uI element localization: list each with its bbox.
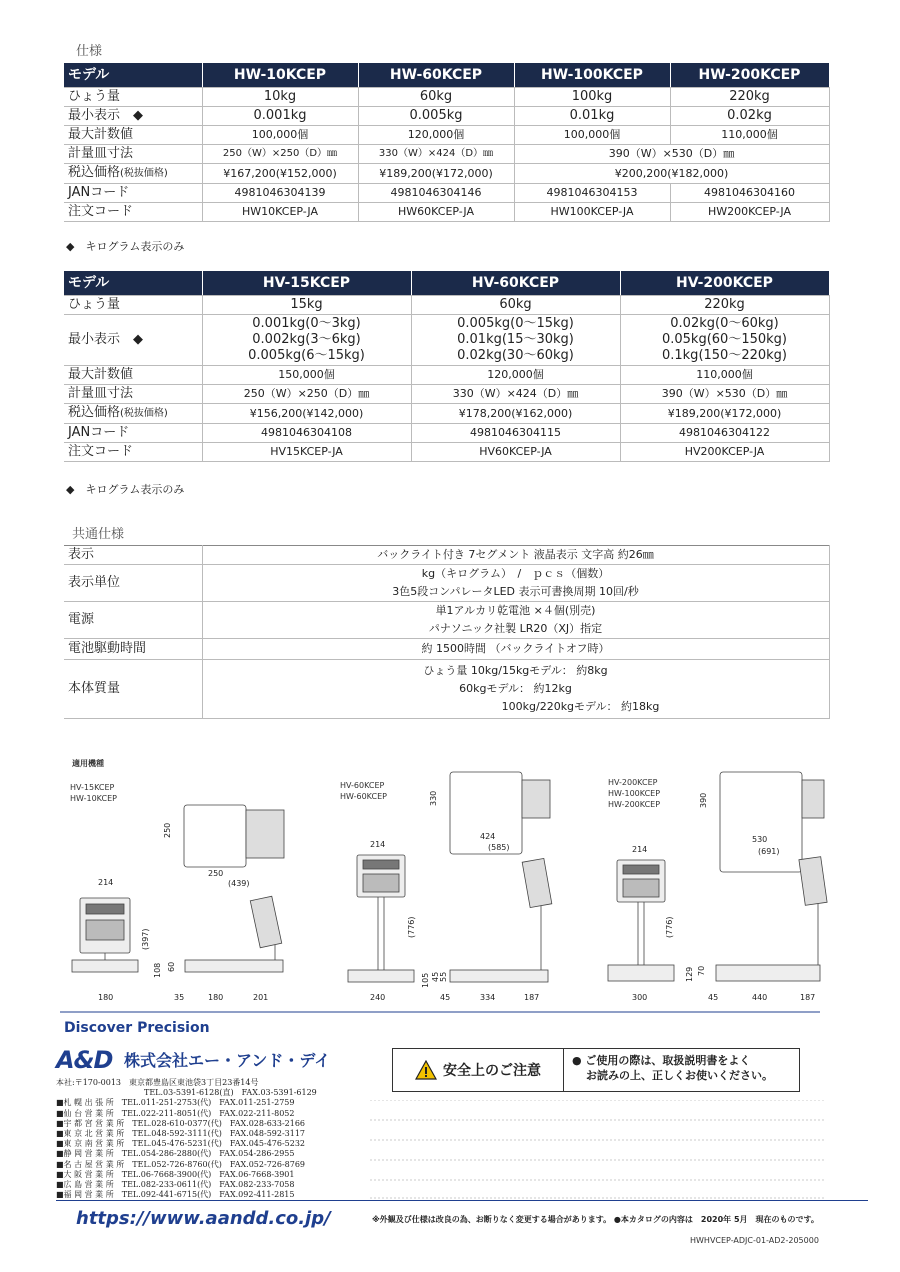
cell: HW60KCEP-JA (358, 203, 514, 222)
cell: HW200KCEP-JA (670, 203, 829, 222)
dim-text: 60 (167, 961, 176, 972)
hq-address: 本社:〒170-0013 東京都豊島区東池袋3丁目23番14号 (56, 1078, 259, 1087)
dim-text: 108 (153, 962, 162, 978)
common-row-display (64, 546, 829, 565)
dim-text: (776) (665, 916, 674, 938)
cell (202, 602, 829, 639)
hv-price-row (64, 404, 829, 424)
pan-top-view-2 (450, 772, 522, 854)
hv-max-count-row (64, 366, 829, 385)
cell: ¥178,200(¥162,000) (411, 404, 620, 424)
line: ひょう量 10kg/15kgモデル： 約8kg (423, 664, 608, 677)
dim-text: 440 (752, 993, 768, 1002)
price-label: 税込価格 (68, 405, 121, 420)
cell: 4981046304122 (620, 424, 829, 443)
dim-text: 250 (163, 822, 172, 838)
dimension-drawings (0, 760, 900, 1015)
office-item: ■福 岡 営 業 所 TEL.092-441-6715(代) FAX.092-411-2815 (56, 1190, 295, 1200)
row-label: 最小表示 ◆ (64, 315, 202, 366)
cell: バックライト付き 7セグメント 液晶表示 文字高 約26㎜ (202, 546, 829, 565)
row-label: 電池駆動時間 (64, 639, 202, 660)
row-label: ひょう量 (64, 88, 202, 107)
dim-text: 300 (632, 993, 648, 1002)
price-label-small: (税抜価格) (120, 168, 168, 179)
model-name: HW-60KCEP (340, 792, 387, 801)
hv-min-display-row (64, 315, 829, 366)
cell (411, 315, 620, 366)
cell: 0.005kg (358, 107, 514, 126)
cell: 110,000個 (620, 366, 829, 385)
cell: HV15KCEP-JA (202, 443, 411, 462)
model-name: HW-200KCEP (608, 800, 661, 809)
cell: 4981046304108 (202, 424, 411, 443)
cell: 4981046304160 (670, 184, 829, 203)
dim-text: 214 (632, 845, 648, 854)
range-line: 0.005kg(0～15kg) (457, 316, 574, 331)
hv-order-row (64, 443, 829, 462)
common-row-weight (64, 660, 829, 719)
office-list (56, 1078, 356, 1200)
hw-note: ◆ キログラム表示のみ (66, 240, 185, 253)
cell: 100,000個 (514, 126, 670, 145)
hw-jan-row (64, 184, 829, 203)
cell: 4981046304153 (514, 184, 670, 203)
row-label: 表示単位 (64, 565, 202, 602)
common-row-battery (64, 639, 829, 660)
indicator-top-1 (246, 810, 284, 858)
dim-text: (776) (407, 916, 416, 938)
hq-tel: TEL.03-5391-6128(直) FAX.03-5391-6129 (144, 1088, 317, 1098)
cell (202, 315, 411, 366)
dim-text: 201 (253, 993, 269, 1002)
safety-text (564, 1049, 799, 1091)
drawings-title: 適用機種 (72, 759, 104, 768)
row-label: 注文コード (64, 203, 202, 222)
spec-section-title: 仕様 (76, 44, 103, 59)
header-model: モデル (64, 271, 202, 296)
cell: 120,000個 (358, 126, 514, 145)
office-item: ■東 京 北 営 業 所 TEL.048-592-3111(代) FAX.048-592-3117 (56, 1129, 306, 1139)
cell: ¥200,200(¥182,000) (514, 164, 829, 184)
row-label: 表示 (64, 546, 202, 565)
header-hw-60: HW-60KCEP (358, 63, 514, 88)
dim-text: 390 (699, 792, 708, 808)
cell: HV200KCEP-JA (620, 443, 829, 462)
row-label: 電源 (64, 602, 202, 639)
company-logo: A&D (56, 1046, 113, 1074)
footer-rule (56, 1200, 868, 1201)
dim-text: (397) (141, 928, 150, 950)
office-item: ■広 島 営 業 所 TEL.082-233-0611(代) FAX.082-233-7058 (56, 1180, 295, 1190)
hv-capacity-row (64, 296, 829, 315)
safety-notice-box (392, 1048, 800, 1092)
cell: 330（W）×424（D）㎜ (411, 385, 620, 404)
cell: 220kg (670, 88, 829, 107)
cell: 150,000個 (202, 366, 411, 385)
memo-lines (370, 1100, 830, 1200)
dim-text: 330 (429, 790, 438, 806)
dim-text: 187 (524, 993, 540, 1002)
common-row-power (64, 602, 829, 639)
hv-note: ◆ キログラム表示のみ (66, 483, 185, 496)
cell (620, 315, 829, 366)
cell: ¥189,200(¥172,000) (358, 164, 514, 184)
dim-text: 187 (800, 993, 816, 1002)
line: パナソニック社製 LR20（XJ）指定 (428, 622, 603, 635)
dim-text: (691) (758, 847, 780, 856)
website-link[interactable]: https://www.aandd.co.jp/ (76, 1208, 331, 1229)
hw-order-row (64, 203, 829, 222)
dim-text: 334 (480, 993, 496, 1002)
cell: ¥167,200(¥152,000) (202, 164, 358, 184)
indicator-side-1 (250, 896, 281, 948)
office-item: ■東 京 南 営 業 所 TEL.045-476-5231(代) FAX.045-476-5232 (56, 1139, 306, 1149)
row-label: 計量皿寸法 (64, 385, 202, 404)
dim-text: 250 (208, 869, 224, 878)
safety-line: ● ご使用の際は、取扱説明書をよく (572, 1054, 751, 1067)
hv-jan-row (64, 424, 829, 443)
row-label: 計量皿寸法 (64, 145, 202, 164)
hw-spec-table (64, 63, 830, 222)
range-line: 0.02kg(0～60kg) (670, 316, 779, 331)
catalog-code: HWHVCEP-ADJC-01-AD2-205000 (690, 1236, 819, 1245)
header-hw-10: HW-10KCEP (202, 63, 358, 88)
cell: 4981046304139 (202, 184, 358, 203)
dim-text: 530 (752, 835, 768, 844)
dim-text: 180 (98, 993, 114, 1002)
hw-capacity-row (64, 88, 829, 107)
office-item: ■名 古 屋 営 業 所 TEL.052-726-8760(代) FAX.052-726-8769 (56, 1159, 306, 1169)
cell: HW100KCEP-JA (514, 203, 670, 222)
row-label: 最大計数値 (64, 126, 202, 145)
cell: 100kg (514, 88, 670, 107)
cell: 110,000個 (670, 126, 829, 145)
price-label: 税込価格 (68, 165, 121, 180)
hv-pan-row (64, 385, 829, 404)
cell: HW10KCEP-JA (202, 203, 358, 222)
dim-text: 214 (370, 840, 386, 849)
common-row-units (64, 565, 829, 602)
model-name: HW-10KCEP (70, 794, 117, 803)
dim-text: 55 (439, 971, 448, 982)
dim-text: 45 (440, 993, 451, 1002)
header-hv-60: HV-60KCEP (411, 271, 620, 296)
price-label-small: (税抜価格) (120, 408, 168, 419)
header-model: モデル (64, 63, 202, 88)
dim-text: (585) (488, 843, 510, 852)
cell (202, 660, 829, 719)
hw-min-display-row (64, 107, 829, 126)
cell: 330（W）×424（D）㎜ (358, 145, 514, 164)
range-line: 0.005kg(6～15kg) (248, 348, 365, 363)
cell: 4981046304115 (411, 424, 620, 443)
header-hv-15: HV-15KCEP (202, 271, 411, 296)
line: 単1アルカリ乾電池 ×４個(別売) (435, 604, 596, 617)
row-label: 本体質量 (64, 660, 202, 719)
dim-text: 129 (685, 966, 694, 982)
range-line: 0.002kg(3～6kg) (252, 332, 361, 347)
model-name: HV-60KCEP (340, 781, 385, 790)
dim-text: 45 (431, 971, 440, 982)
cell: 60kg (411, 296, 620, 315)
pan-top-view-1 (184, 805, 246, 867)
model-name: HV-15KCEP (70, 783, 115, 792)
cell: ¥189,200(¥172,000) (620, 404, 829, 424)
cell: 0.001kg (202, 107, 358, 126)
cell (202, 565, 829, 602)
line: 3色5段コンパレータLED 表示可書換周期 10回/秒 (392, 585, 639, 598)
cell: 390（W）×530（D）㎜ (514, 145, 829, 164)
range-line: 0.05kg(60～150kg) (661, 332, 787, 347)
row-label: JANコード (64, 184, 202, 203)
common-section-title: 共通仕様 (72, 527, 125, 542)
side-base-1 (185, 960, 283, 972)
safety-title: 安全上のご注意 (443, 1063, 541, 1079)
model-name: HW-100KCEP (608, 789, 661, 798)
row-label: ひょう量 (64, 296, 202, 315)
cell: 390（W）×530（D）㎜ (620, 385, 829, 404)
dim-text: 214 (98, 878, 114, 887)
dim-text: 240 (370, 993, 386, 1002)
row-label: 最小表示 ◆ (64, 107, 202, 126)
cell: 約 1500時間 （バックライトオフ時） (202, 639, 829, 660)
cell: ¥156,200(¥142,000) (202, 404, 411, 424)
dim-text: 105 (421, 972, 430, 988)
range-line: 0.001kg(0～3kg) (252, 316, 361, 331)
cell: HV60KCEP-JA (411, 443, 620, 462)
cell: 0.01kg (514, 107, 670, 126)
dim-text: 180 (208, 993, 224, 1002)
hv-spec-table (64, 271, 830, 462)
disclaimer: ※外観及び仕様は改良の為、お断りなく変更する場合があります。 ●本カタログの内容は 2020年 5月 現在のものです。 (372, 1215, 819, 1224)
dim-text: 45 (708, 993, 719, 1002)
hw-header-row (64, 63, 829, 88)
office-item: ■宇 都 宮 営 業 所 TEL.028-610-0377(代) FAX.028-633-2166 (56, 1118, 306, 1128)
cell: 4981046304146 (358, 184, 514, 203)
range-line: 0.1kg(150～220kg) (661, 348, 787, 363)
cell: 250（W）×250（D）㎜ (202, 385, 411, 404)
cell: 100,000個 (202, 126, 358, 145)
company-name: 株式会社エー・アンド・デイ (124, 1051, 331, 1070)
dim-text: 70 (697, 965, 706, 976)
side-base-2 (450, 970, 548, 982)
cell: 10kg (202, 88, 358, 107)
office-item: ■静 岡 営 業 所 TEL.054-286-2880(代) FAX.054-286-2955 (56, 1149, 295, 1159)
line: kg（キログラム） / ｐｃｓ（個数） (421, 567, 610, 580)
range-line: 0.02kg(30～60kg) (457, 348, 574, 363)
row-label: 注文コード (64, 443, 202, 462)
model-name: HV-200KCEP (608, 778, 658, 787)
dim-text: 35 (174, 993, 185, 1002)
safety-line: お読みの上、正しくお使いください。 (586, 1069, 773, 1082)
header-hw-200: HW-200KCEP (670, 63, 829, 88)
row-label: 最大計数値 (64, 366, 202, 385)
tagline: Discover Precision (64, 1020, 210, 1036)
cell: 60kg (358, 88, 514, 107)
hw-pan-row (64, 145, 829, 164)
row-label (64, 164, 202, 184)
hw-max-count-row (64, 126, 829, 145)
hw-price-row (64, 164, 829, 184)
office-item: ■大 阪 営 業 所 TEL.06-7668-3900(代) FAX.06-7668-3901 (56, 1169, 295, 1179)
range-line: 0.01kg(15～30kg) (457, 332, 574, 347)
common-spec-table (64, 545, 830, 719)
line: 60kgモデル： 約12kg (459, 682, 572, 695)
side-base-3 (716, 965, 820, 981)
cell: 0.02kg (670, 107, 829, 126)
hv-header-row (64, 271, 829, 296)
cell: 120,000個 (411, 366, 620, 385)
header-hw-100: HW-100KCEP (514, 63, 670, 88)
cell: 220kg (620, 296, 829, 315)
row-label (64, 404, 202, 424)
office-item: ■仙 台 営 業 所 TEL.022-211-8051(代) FAX.022-211-8052 (56, 1108, 295, 1118)
row-label: JANコード (64, 424, 202, 443)
dim-text: 424 (480, 832, 496, 841)
warning-icon (415, 1060, 437, 1080)
pan-top-view-3 (720, 772, 802, 872)
line: 100kg/220kgモデル： 約18kg (501, 700, 660, 713)
header-hv-200: HV-200KCEP (620, 271, 829, 296)
dim-text: (439) (228, 879, 250, 888)
safety-title-area (393, 1049, 564, 1091)
cell: 15kg (202, 296, 411, 315)
office-item: ■札 幌 出 張 所 TEL.011-251-2753(代) FAX.011-251-2759 (56, 1098, 295, 1108)
cell: 250（W）×250（D）㎜ (202, 145, 358, 164)
